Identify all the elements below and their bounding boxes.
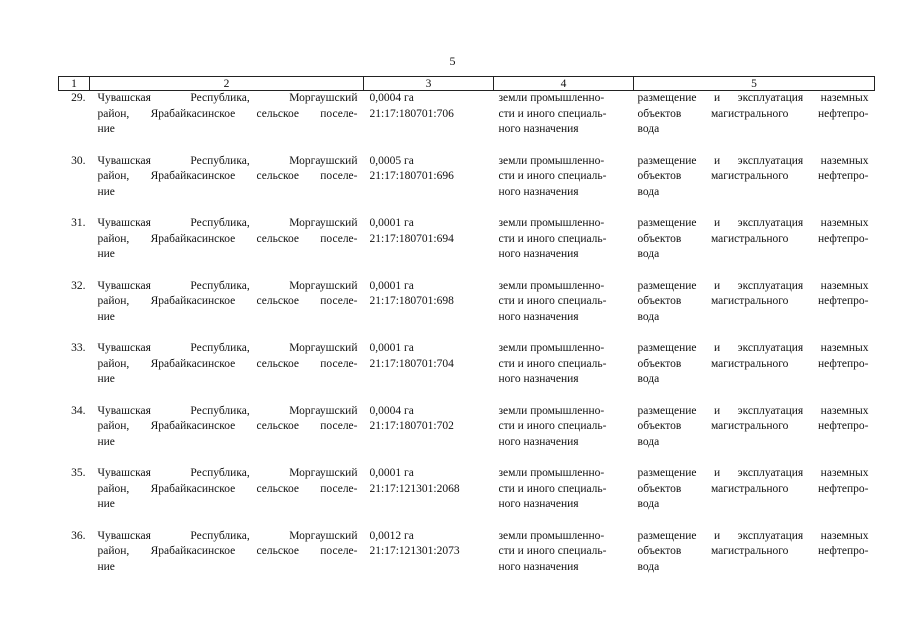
location-cell [90,216,364,279]
row-number: 32. [71,279,86,292]
permitted-use-line: объектов магистрального нефтепро- [637,170,869,183]
land-category-cell [494,91,634,154]
land-category-line: сти и иного специаль- [498,420,607,433]
table-row [59,529,875,592]
location-line: ние [97,435,115,448]
table-body [59,91,875,592]
land-category-cell [494,341,634,404]
area-value: 0,0005 га [369,154,414,167]
location-line: Чувашская Республика, Моргаушский [97,467,358,479]
land-category-line: земли промышленно- [498,154,605,167]
permitted-use-line: размещение и эксплуатация наземных [637,404,869,417]
location-line: район, Ярабайкасинское сельское поселе- [97,420,358,433]
land-plots-table [58,76,875,591]
location-line: ние [97,123,115,136]
location-line: район, Ярабайкасинское сельское поселе- [97,170,358,183]
area-value: 0,0001 га [369,279,414,292]
location-line: район, Ярабайкасинское сельское поселе- [97,232,358,245]
permitted-use-line: объектов магистрального нефтепро- [637,232,869,245]
area-cell [364,154,494,217]
area-cell [364,341,494,404]
location-line: Чувашская Республика, Моргаушский [97,217,358,229]
land-category-cell [494,529,634,592]
location-line: Чувашская Республика, Моргаушский [97,279,358,292]
cadastral-number: 21:17:121301:2068 [369,482,460,495]
permitted-use-line: размещение и эксплуатация наземных [637,92,869,104]
area-cell [364,529,494,592]
area-value: 0,0012 га [369,529,414,542]
land-category-line: земли промышленно- [498,529,605,542]
location-line: район, Ярабайкасинское сельское поселе- [97,107,358,120]
location-cell [90,404,364,467]
table-row [59,341,875,404]
location-line: район, Ярабайкасинское сельское поселе- [97,295,358,308]
location-cell [90,466,364,529]
land-category-line: сти и иного специаль- [498,232,607,245]
location-cell [90,279,364,342]
land-category-line: ного назначения [498,310,579,323]
area-cell [364,216,494,279]
land-category-line: сти и иного специаль- [498,295,607,308]
cadastral-number: 21:17:180701:702 [369,420,454,433]
land-category-line: сти и иного специаль- [498,545,607,558]
permitted-use-line: объектов магистрального нефтепро- [637,420,869,433]
table-row [59,91,875,154]
land-category-cell [494,216,634,279]
permitted-use-cell [634,341,875,404]
permitted-use-line: размещение и эксплуатация наземных [637,217,869,229]
permitted-use-line: вода [637,123,660,136]
location-cell [90,154,364,217]
permitted-use-cell [634,91,875,154]
area-cell [364,466,494,529]
land-category-line: земли промышленно- [498,404,605,417]
land-category-line: сти и иного специаль- [498,357,607,370]
table-row [59,466,875,529]
location-line: Чувашская Республика, Моргаушский [97,404,358,417]
location-line: ние [97,560,115,573]
land-category-cell [494,404,634,467]
land-category-cell [494,154,634,217]
permitted-use-cell [634,154,875,217]
permitted-use-cell [634,279,875,342]
cadastral-number: 21:17:180701:698 [369,295,454,308]
permitted-use-line: размещение и эксплуатация наземных [637,342,869,354]
cadastral-number: 21:17:121301:2073 [369,545,460,558]
area-value: 0,0001 га [369,467,414,479]
area-cell [364,279,494,342]
row-number: 29. [71,92,86,104]
permitted-use-line: вода [637,435,660,448]
permitted-use-line: вода [637,373,660,386]
land-category-line: ного назначения [498,435,579,448]
location-line: Чувашская Республика, Моргаушский [97,92,358,104]
location-line: район, Ярабайкасинское сельское поселе- [97,545,358,558]
location-line: район, Ярабайкасинское сельское поселе- [97,357,358,370]
land-category-line: ного назначения [498,498,579,511]
row-number: 30. [71,154,86,167]
permitted-use-line: объектов магистрального нефтепро- [637,545,869,558]
permitted-use-cell [634,529,875,592]
permitted-use-cell [634,404,875,467]
permitted-use-line: вода [637,185,660,198]
area-cell [364,404,494,467]
table-row [59,279,875,342]
permitted-use-line: размещение и эксплуатация наземных [637,529,869,542]
land-category-cell [494,279,634,342]
location-line: Чувашская Республика, Моргаушский [97,529,358,542]
land-category-line: сти и иного специаль- [498,107,607,120]
land-category-line: ного назначения [498,248,579,261]
location-line: ние [97,185,115,198]
table-row [59,154,875,217]
location-cell [90,529,364,592]
table-row [59,404,875,467]
location-line: ние [97,310,115,323]
location-line: ние [97,373,115,386]
location-cell [90,341,364,404]
row-number: 34. [71,404,86,417]
area-value: 0,0004 га [369,404,414,417]
permitted-use-cell [634,466,875,529]
table-header [59,77,875,91]
location-line: Чувашская Республика, Моргаушский [97,154,358,167]
area-cell [364,91,494,154]
land-category-line: ного назначения [498,123,579,136]
cadastral-number: 21:17:180701:704 [369,357,454,370]
land-category-line: земли промышленно- [498,467,605,479]
area-value: 0,0001 га [369,342,414,354]
row-number: 33. [71,342,86,354]
page-number: 5 [449,54,456,68]
land-category-line: сти и иного специаль- [498,482,607,495]
row-number: 36. [71,529,86,542]
column-header-4: 4 [494,77,634,91]
column-header-2: 2 [90,77,364,91]
location-line: ние [97,248,115,261]
land-category-line: земли промышленно- [498,217,605,229]
permitted-use-line: объектов магистрального нефтепро- [637,357,869,370]
cadastral-number: 21:17:180701:696 [369,170,454,183]
land-category-line: ного назначения [498,185,579,198]
land-category-line: ного назначения [498,373,579,386]
location-line: ние [97,498,115,511]
location-cell [90,91,364,154]
table-header-row [59,77,875,91]
permitted-use-line: вода [637,248,660,261]
land-category-line: сти и иного специаль- [498,170,607,183]
row-number: 31. [71,217,86,229]
land-category-cell [494,466,634,529]
permitted-use-line: вода [637,310,660,323]
area-value: 0,0001 га [369,217,414,229]
row-number: 35. [71,467,86,479]
land-category-line: земли промышленно- [498,279,605,292]
column-header-3: 3 [364,77,494,91]
area-value: 0,0004 га [369,92,414,104]
location-line: Чувашская Республика, Моргаушский [97,342,358,354]
column-header-5: 5 [634,77,875,91]
permitted-use-line: объектов магистрального нефтепро- [637,295,869,308]
permitted-use-line: размещение и эксплуатация наземных [637,467,869,479]
land-category-line: земли промышленно- [498,342,605,354]
cadastral-number: 21:17:180701:706 [369,107,454,120]
location-line: район, Ярабайкасинское сельское поселе- [97,482,358,495]
table-row [59,216,875,279]
permitted-use-line: размещение и эксплуатация наземных [637,154,869,167]
land-category-line: земли промышленно- [498,92,605,104]
permitted-use-line: вода [637,560,660,573]
permitted-use-line: вода [637,498,660,511]
permitted-use-line: размещение и эксплуатация наземных [637,279,869,292]
cadastral-number: 21:17:180701:694 [369,232,454,245]
permitted-use-cell [634,216,875,279]
column-header-1: 1 [59,77,90,91]
permitted-use-line: объектов магистрального нефтепро- [637,107,869,120]
permitted-use-line: объектов магистрального нефтепро- [637,482,869,495]
land-category-line: ного назначения [498,560,579,573]
